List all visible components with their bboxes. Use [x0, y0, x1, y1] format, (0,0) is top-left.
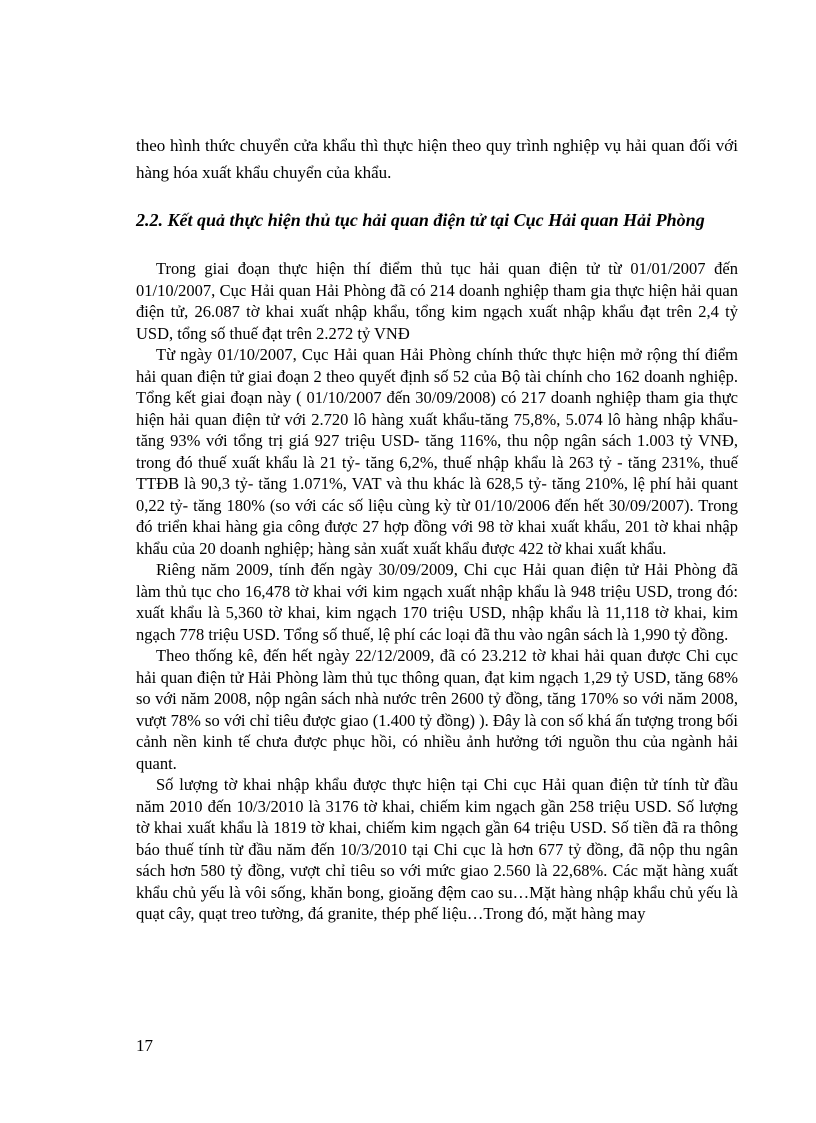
paragraph-pilot-phase: Trong giai đoạn thực hiện thí điểm thủ tục hải quan điện tử từ 01/01/2007 đến 01/10/2007, Cục Hải quan Hải Phòng đã có 214 doanh nghiệp tham gia thực hiện hải quan điện tử, 26.087 tờ khai xuất nhập khẩu, tổng kim ngạch xuất nhập khẩu đạt trên 2,4 tỷ USD, tổng số thuế đạt trên 2.272 tỷ VNĐ	[136, 259, 738, 343]
page-number: 17	[136, 1036, 153, 1055]
section-heading: 2.2. Kết quả thực hiện thủ tục hải quan điện tử tại Cục Hải quan Hải Phòng	[136, 210, 705, 230]
paragraph-phase-two: Từ ngày 01/10/2007, Cục Hải quan Hải Phòng chính thức thực hiện mở rộng thí điểm hải quan điện tử giai đoạn 2 theo quyết định số 52 của Bộ tài chính cho 162 doanh nghiệp. Tổng kết giai đoạn này ( 01/10/2007 đến 30/09/2008) có 217 doanh nghiệp tham gia thực hiện hải quan điện tử với 2.720 lô hàng xuất khẩu-tăng 75,8%, 5.074 lô hàng nhập khẩu- tăng 93% với tổng trị giá 927 triệu USD- tăng 116%, thu nộp ngân sách 1.003 tỷ VNĐ, trong đó thuế xuất khẩu là 21 tỷ- tăng 6,2%, thuế nhập khẩu là 263 tỷ - tăng 231%, thuế TTĐB là 90,3 tỷ- tăng 1.071%, VAT và thu khác là 628,5 tỷ- tăng 210%, lệ phí hải quant 0,22 tỷ- tăng 180% (so với các số liệu cùng kỳ từ 01/10/2006 đến hết 30/09/2007). Trong đó triển khai hàng gia công được 27 hợp đồng với 98 tờ khai xuất khẩu, 201 tờ khai nhập khẩu của 20 doanh nghiệp; hàng sản xuất xuất khẩu được 422 tờ khai xuất khẩu.	[136, 345, 738, 558]
paragraph-statistics-2009: Theo thống kê, đến hết ngày 22/12/2009, đã có 23.212 tờ khai hải quan được Chi cục hải quan điện tử Hải Phòng làm thủ tục thông quan, đạt kim ngạch 1,29 tỷ USD, tăng 68% so với năm 2008, nộp ngân sách nhà nước trên 2600 tỷ đồng, tăng 170% so với năm 2008, vượt 78% so với chỉ tiêu được giao (1.400 tỷ đồng) ). Đây là con số khá ấn tượng trong bối cảnh nền kinh tế chưa được phục hồi, có nhiều ảnh hưởng tới nguồn thu của ngành hải quant.	[136, 646, 738, 773]
paragraph-year-2009: Riêng năm 2009, tính đến ngày 30/09/2009, Chi cục Hải quan điện tử Hải Phòng đã làm thủ tục cho 16,478 tờ khai với kim ngạch xuất nhập khẩu là 948 triệu USD, trong đó: xuất khẩu là 5,360 tờ khai, kim ngạch 170 triệu USD, nhập khẩu là 11,118 tờ khai, kim ngạch 778 triệu USD. Tổng số thuế, lệ phí các loại đã thu vào ngân sách là 1,990 tỷ đồng.	[136, 560, 738, 644]
body-text	[136, 258, 738, 925]
intro-paragraph: theo hình thức chuyển cửa khẩu thì thực hiện theo quy trình nghiệp vụ hải quan đối với hàng hóa xuất khẩu chuyển của khẩu.	[136, 136, 738, 182]
paragraph-year-2010: Số lượng tờ khai nhập khẩu được thực hiện tại Chi cục Hải quan điện tử tính từ đầu năm 2010 đến 10/3/2010 là 3176 tờ khai, chiếm kim ngạch gần 258 triệu USD. Số lượng tờ khai xuất khẩu là 1819 tờ khai, chiếm kim ngạch gần 64 triệu USD. Số tiền đã ra thông báo thuế tính từ đầu năm đến 10/3/2010 tại Chi cục là hơn 677 tỷ đồng, đã nộp thu ngân sách hơn 580 tỷ đồng, vượt chỉ tiêu so với mức giao 2.560 là 22,68%. Các mặt hàng xuất khẩu chủ yếu là vôi sống, khăn bong, gioăng đệm cao su…Mặt hàng nhập khẩu chủ yếu là quạt cây, quạt treo tường, đá granite, thép phế liệu…Trong đó, mặt hàng may	[136, 775, 738, 923]
